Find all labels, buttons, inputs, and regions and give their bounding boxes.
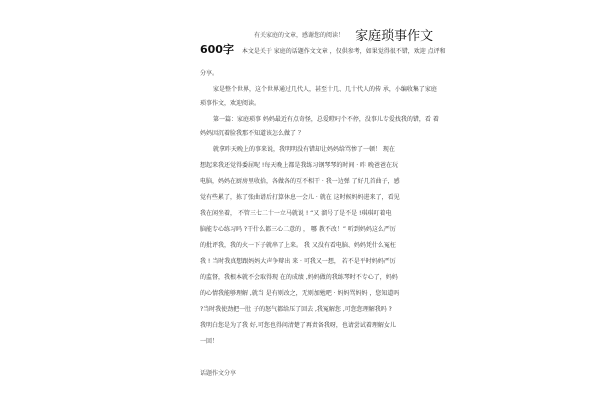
intro-line-2: 分享。	[200, 70, 219, 77]
document-title: 家庭琐事作文	[355, 29, 434, 44]
body-line: 的监督，我根本就不会取得现 在的成绩 ,妈妈做的我练琴时不专心了，妈妈	[200, 274, 398, 281]
body-line: ?当时我使劲把一肚 子的怒气都给压了回去 ,我冤解您 ,可您您理解我吗 ?	[200, 306, 392, 313]
body-line: 一回！	[200, 338, 219, 345]
body-line: 我在闲坐着， 不管三七二十一立马就说 ! “又 溜号了是不是 !琪琪叮着电	[200, 210, 392, 217]
document-header	[254, 24, 433, 44]
body-line: 想起来我还觉得委屈呢 !每天晚上都是我练习钢琴琴的时间 · 昨 晚爸爸在玩	[200, 162, 398, 169]
body-line: 第一篇：家庭琐事 妈妈最近有点奇怪，总爱瞪叼个不停，没事儿专爱找我的错，看 着	[213, 116, 439, 123]
body-line: 的批评我，我的火一下子就串了上来。 我 又没有看电脑、妈妈凭什么冤枉	[200, 242, 396, 249]
body-line: 我 ! 当时我真想跟妈妈大声争辩出 来 · 可我又一想， 若不是平时妈妈严厉	[200, 258, 396, 265]
body-line: 妈妈因沉着脸我那不知道该怎么做了 ？	[200, 130, 304, 137]
body-line: 家是整个世界，这个世界通过几代人，甚至十几、几十代人的传 承，小编收集了家庭	[213, 86, 437, 93]
word-count: 600字	[200, 43, 234, 56]
intro-line	[200, 43, 446, 56]
header-note: 有关家庭的文章，感谢您的阅读！	[254, 32, 345, 39]
body-line: 觉有些累了，拣了张曲谱后打算休息一会儿 · 就在 这时候妈妈进来了，看见	[200, 194, 400, 201]
body-line: 脑能专心练习吗 ?干什么都三心二意的 ， 哪 教不改！” 听到妈妈这么严厉	[200, 226, 396, 233]
body-line: 的心情我能够理解 ,就当 是有则改之，无则加勉吧 · 妈妈骂妈妈 ，您知道吗	[200, 290, 400, 297]
body-line: 我明白您是为了我 好,可您也得问清楚了再责备我呀，也请尝试着理解女儿	[200, 322, 396, 329]
body-line: 电脑，妈妈在厨房里收拾，各做各的互不相干 · 我一边弹 了好几首曲子，感	[200, 178, 400, 185]
intro-text: 本文是关于 家庭的话题作文文章 ，仅供参考，如果觉得很不错，欢迎 点评和	[241, 48, 446, 55]
document-footer: 话题作文分享	[200, 370, 237, 377]
body-line: 琐事作文，欢迎阅读。	[200, 100, 261, 107]
body-line: 就拿昨天晚上的事来说，我明明没有错却让妈妈给骂惨了一顿！ 现在	[213, 146, 395, 153]
